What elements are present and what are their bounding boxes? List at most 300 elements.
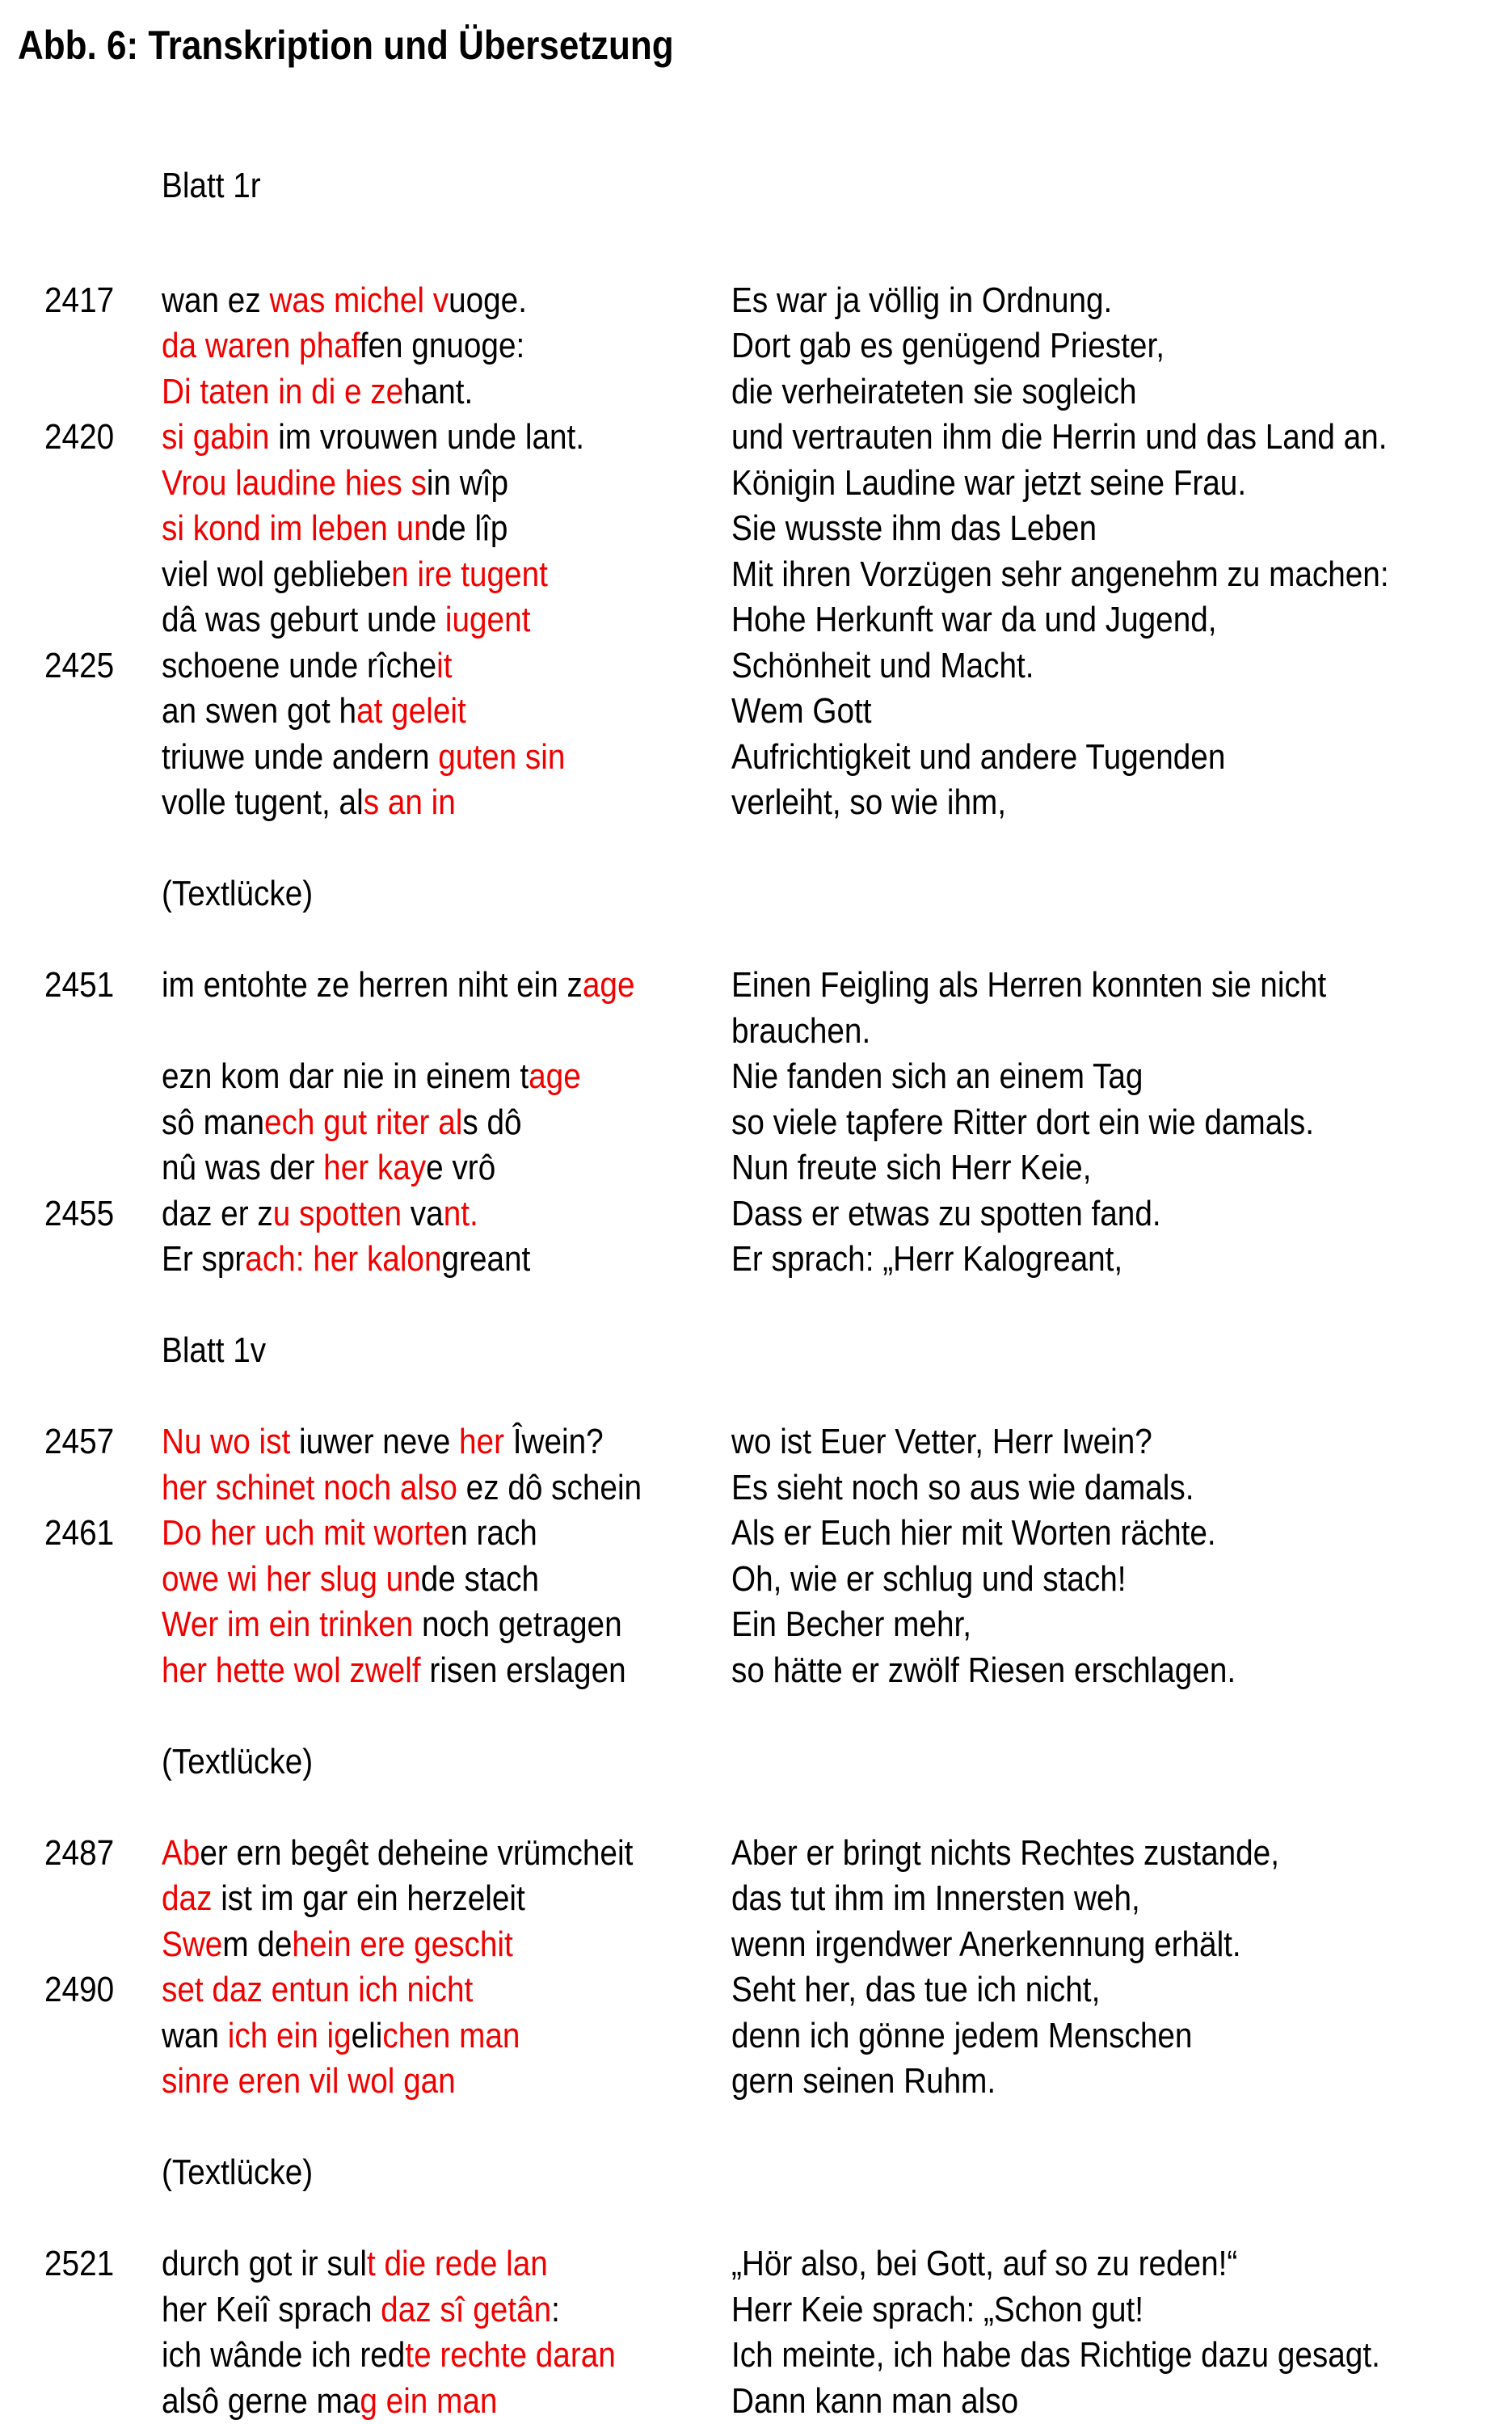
line-number	[0, 1237, 162, 1283]
verse-row	[0, 1876, 1512, 1922]
translation-line	[731, 323, 1512, 369]
transcription-segments	[162, 1054, 581, 1100]
translation-text: und vertrauten ihm die Herrin und das Land an.	[731, 415, 1387, 461]
translation-line	[731, 1967, 1512, 2013]
text-segment-black: noch getragen	[422, 1604, 622, 1644]
text-segment-red: Wer im ein trinken	[162, 1604, 422, 1644]
verse-row	[0, 1967, 1512, 2013]
translation-line	[731, 1648, 1512, 1694]
text-segment-red: owe wi her slug un	[162, 1559, 421, 1599]
verse-row	[0, 323, 1512, 369]
section-heading	[0, 1328, 1512, 1374]
verse-row	[0, 1922, 1512, 1968]
line-number	[0, 1967, 162, 2013]
line-number	[0, 1557, 162, 1603]
verse-row	[0, 278, 1512, 324]
transcription-line	[162, 735, 731, 781]
translation-line	[731, 369, 1512, 415]
verse-row	[0, 2379, 1512, 2424]
transcription-line	[162, 2333, 731, 2379]
verse-row	[0, 1419, 1512, 1465]
text-segment-black: sô man	[162, 1102, 264, 1142]
transcription-line	[162, 1922, 731, 1968]
section-heading-text: (Textlücke)	[162, 2150, 313, 2196]
translation-line	[731, 643, 1512, 689]
line-number	[0, 1922, 162, 1968]
transcription-segments	[162, 2013, 520, 2059]
transcription-line	[162, 2287, 731, 2333]
translation-text: Es sieht noch so aus wie damals.	[731, 1465, 1194, 1511]
transcription-segments	[162, 689, 466, 735]
verse-table	[0, 163, 1512, 2424]
text-segment-red: her	[459, 1422, 513, 1461]
line-number-text: 2521	[44, 2241, 114, 2287]
text-segment-black: de lîp	[432, 508, 508, 548]
page-title-text: Abb. 6: Transkription und Übersetzung	[18, 20, 674, 70]
text-segment-red: da waren phaf	[162, 326, 360, 365]
transcription-segments	[162, 2379, 497, 2424]
transcription-segments	[162, 735, 565, 781]
translation-text: Ein Becher mehr,	[731, 1602, 971, 1648]
text-segment-black: hant.	[403, 372, 473, 411]
translation-line	[731, 278, 1512, 324]
text-segment-red: s an in	[364, 782, 456, 822]
translation-line	[731, 1054, 1512, 1100]
translation-line	[731, 2241, 1512, 2287]
verse-row	[0, 2059, 1512, 2105]
transcription-segments	[162, 1967, 473, 2013]
line-number	[0, 643, 162, 689]
translation-text: so viele tapfere Ritter dort ein wie damals.	[731, 1100, 1314, 1146]
text-segment-red: ach: her kalon	[245, 1239, 441, 1279]
verse-row	[0, 2241, 1512, 2287]
text-segment-black: dâ was geburt unde	[162, 600, 445, 639]
line-number-text: 2461	[44, 1511, 114, 1557]
line-number	[0, 415, 162, 461]
translation-text: Es war ja völlig in Ordnung.	[731, 278, 1112, 324]
translation-text: Hohe Herkunft war da und Jugend,	[731, 597, 1217, 643]
line-number	[0, 963, 162, 1009]
text-segment-black: alsô gerne ma	[162, 2381, 360, 2421]
text-segment-black: her Keiî sprach	[162, 2290, 381, 2329]
text-segment-red: si kond im leben un	[162, 508, 432, 548]
verse-row	[0, 597, 1512, 643]
translation-line	[731, 1876, 1512, 1922]
text-segment-black: fen gnuoge:	[360, 326, 525, 365]
translation-text: Schönheit und Macht.	[731, 643, 1034, 689]
transcription-line	[162, 552, 731, 598]
translation-line	[731, 597, 1512, 643]
verse-row	[0, 1465, 1512, 1511]
text-segment-red: g ein man	[360, 2381, 497, 2421]
translation-line	[731, 461, 1512, 507]
section	[0, 1739, 1512, 2105]
text-segment-black: ez dô schein	[466, 1468, 642, 1507]
section-heading	[0, 1739, 1512, 1785]
text-segment-red: n ire tugent	[391, 554, 548, 594]
line-number	[0, 1191, 162, 1237]
text-segment-black: de stach	[421, 1559, 539, 1599]
text-segment-black: uoge.	[449, 280, 527, 320]
line-number	[0, 2013, 162, 2059]
text-segment-red: ech gut riter al	[264, 1102, 462, 1142]
translation-line	[731, 2287, 1512, 2333]
text-segment-black: eli	[352, 2016, 383, 2055]
text-segment-black: risen erslagen	[429, 1650, 625, 1690]
line-number	[0, 461, 162, 507]
text-segment-black: s dô	[462, 1102, 521, 1142]
line-number	[0, 689, 162, 735]
transcription-line	[162, 1100, 731, 1146]
transcription-line	[162, 1237, 731, 1283]
text-segment-black: er ern begêt deheine vrümcheit	[200, 1833, 633, 1873]
translation-text: Nun freute sich Herr Keie,	[731, 1145, 1091, 1191]
transcription-line	[162, 2241, 731, 2287]
transcription-line	[162, 689, 731, 735]
line-number-text: 2490	[44, 1967, 114, 2013]
transcription-line	[162, 963, 731, 1009]
transcription-line	[162, 369, 731, 415]
line-number	[0, 1100, 162, 1146]
verse-row	[0, 1831, 1512, 1877]
transcription-segments	[162, 552, 548, 598]
line-number	[0, 1465, 162, 1511]
verse-row	[0, 2013, 1512, 2059]
text-segment-black: viel wol gebliebe	[162, 554, 391, 594]
text-segment-red: her kay	[323, 1148, 426, 1187]
translation-text: denn ich gönne jedem Menschen	[731, 2013, 1192, 2059]
line-number	[0, 2379, 162, 2424]
transcription-segments	[162, 323, 524, 369]
transcription-segments	[162, 2241, 548, 2287]
section-heading-text: (Textlücke)	[162, 871, 313, 917]
line-number	[0, 1054, 162, 1100]
line-number	[0, 2241, 162, 2287]
transcription-line	[162, 1054, 731, 1100]
transcription-line	[162, 1602, 731, 1648]
verse-row	[0, 1100, 1512, 1146]
line-number-text: 2425	[44, 643, 114, 689]
line-number	[0, 735, 162, 781]
translation-line	[731, 2059, 1512, 2105]
line-number	[0, 597, 162, 643]
line-number	[0, 1009, 162, 1055]
text-segment-black: ist im gar ein herzeleit	[221, 1878, 525, 1918]
section-heading	[0, 871, 1512, 917]
verse-row	[0, 735, 1512, 781]
text-segment-red: iugent	[445, 600, 531, 639]
translation-text: Mit ihren Vorzügen sehr angenehm zu machen:	[731, 552, 1389, 598]
text-segment-black: ich wânde ich red	[162, 2335, 405, 2375]
translation-text: Sie wusste ihm das Leben	[731, 506, 1097, 552]
text-segment-red: set daz entun ich nicht	[162, 1970, 473, 2009]
line-number	[0, 2059, 162, 2105]
transcription-segments	[162, 643, 452, 689]
text-segment-red: Do her uch mit worte	[162, 1513, 450, 1553]
translation-text: die verheirateten sie sogleich	[731, 369, 1137, 415]
translation-text: Dann kann man also	[731, 2379, 1018, 2424]
transcription-line	[162, 1557, 731, 1603]
line-number	[0, 1876, 162, 1922]
text-segment-black: va	[411, 1194, 444, 1233]
translation-line	[731, 415, 1512, 461]
text-segment-red: si gabin	[162, 417, 278, 457]
text-segment-red: daz sî getân	[381, 2290, 551, 2329]
text-segment-red: it	[436, 646, 452, 685]
line-number	[0, 1145, 162, 1191]
translation-text: brauchen.	[731, 1009, 870, 1055]
text-segment-black: in wîp	[427, 463, 508, 503]
translation-text: gern seinen Ruhm.	[731, 2059, 996, 2105]
transcription-segments	[162, 415, 584, 461]
transcription-segments	[162, 2333, 616, 2379]
line-number	[0, 1648, 162, 1694]
line-number-text: 2451	[44, 963, 114, 1009]
verse-row	[0, 2287, 1512, 2333]
text-segment-red: sinre eren vil wol gan	[162, 2061, 456, 2101]
verse-row	[0, 461, 1512, 507]
transcription-line	[162, 278, 731, 324]
transcription-segments	[162, 1465, 642, 1511]
text-segment-red: nt.	[444, 1194, 478, 1233]
transcription-line	[162, 1876, 731, 1922]
text-segment-red: her hette wol zwelf	[162, 1650, 429, 1690]
translation-text: Aber er bringt nichts Rechtes zustande,	[731, 1831, 1279, 1877]
text-segment-black: wan	[162, 2016, 228, 2055]
transcription-line	[162, 597, 731, 643]
translation-text: Als er Euch hier mit Worten rächte.	[731, 1511, 1216, 1557]
translation-text: so hätte er zwölf Riesen erschlagen.	[731, 1648, 1236, 1694]
translation-line	[731, 689, 1512, 735]
translation-line	[731, 1237, 1512, 1283]
translation-line	[731, 2013, 1512, 2059]
verse-row	[0, 780, 1512, 826]
transcription-segments	[162, 1922, 513, 1968]
transcription-line	[162, 1831, 731, 1877]
translation-line	[731, 1831, 1512, 1877]
text-segment-red: Di taten in di e ze	[162, 372, 403, 411]
transcription-segments	[162, 1876, 525, 1922]
verse-row	[0, 1237, 1512, 1283]
translation-line	[731, 1419, 1512, 1465]
translation-text: Seht her, das tue ich nicht,	[731, 1967, 1100, 2013]
transcription-segments	[162, 780, 456, 826]
section	[0, 871, 1512, 1283]
translation-text: verleiht, so wie ihm,	[731, 780, 1006, 826]
line-number	[0, 323, 162, 369]
text-segment-red: at geleit	[356, 691, 466, 731]
transcription-line	[162, 1648, 731, 1694]
text-segment-red: te rechte daran	[405, 2335, 615, 2375]
verse-row	[0, 1602, 1512, 1648]
text-segment-black: ezn kom dar nie in einem t	[162, 1056, 529, 1096]
verse-row	[0, 2333, 1512, 2379]
text-segment-red: Swe	[162, 1924, 222, 1964]
text-segment-red: Nu wo ist	[162, 1422, 299, 1461]
line-number	[0, 1511, 162, 1557]
text-segment-red: guten sin	[438, 737, 565, 777]
translation-text: Wem Gott	[731, 689, 872, 735]
verse-row	[0, 1145, 1512, 1191]
transcription-line	[162, 2379, 731, 2424]
line-number	[0, 278, 162, 324]
transcription-line	[162, 2059, 731, 2105]
verse-row	[0, 1009, 1512, 1055]
text-segment-red: Vrou laudine hies s	[162, 463, 427, 503]
translation-text: Er sprach: „Herr Kalogreant,	[731, 1237, 1122, 1283]
verse-row	[0, 643, 1512, 689]
text-segment-black: im vrouwen unde lant.	[278, 417, 584, 457]
transcription-line	[162, 323, 731, 369]
transcription-segments	[162, 278, 527, 324]
transcription-line	[162, 1419, 731, 1465]
page-title	[0, 20, 1512, 70]
text-segment-red: u spotten	[273, 1194, 411, 1233]
text-segment-black: im entohte ze herren niht ein z	[162, 965, 583, 1005]
line-number	[0, 1602, 162, 1648]
translation-line	[731, 963, 1512, 1009]
section	[0, 2150, 1512, 2424]
verse-row	[0, 1648, 1512, 1694]
translation-text: Dort gab es genügend Priester,	[731, 323, 1165, 369]
line-number	[0, 369, 162, 415]
transcription-line	[162, 1967, 731, 2013]
translation-line	[731, 1602, 1512, 1648]
verse-row	[0, 1557, 1512, 1603]
line-number-text: 2417	[44, 278, 114, 324]
text-segment-red: age	[583, 965, 635, 1005]
section-heading	[0, 2150, 1512, 2196]
transcription-segments	[162, 597, 530, 643]
text-segment-black: Er spr	[162, 1239, 245, 1279]
text-segment-black: Îwein?	[513, 1422, 604, 1461]
transcription-segments	[162, 963, 634, 1009]
line-number	[0, 1419, 162, 1465]
text-segment-red: ich ein ig	[228, 2016, 352, 2055]
translation-text: Oh, wie er schlug und stach!	[731, 1557, 1127, 1603]
transcription-line	[162, 780, 731, 826]
text-segment-black: wan ez	[162, 280, 269, 320]
translation-line	[731, 506, 1512, 552]
verse-row	[0, 415, 1512, 461]
text-segment-red: Ab	[162, 1833, 200, 1873]
verse-row	[0, 963, 1512, 1009]
line-number	[0, 506, 162, 552]
transcription-segments	[162, 1100, 522, 1146]
text-segment-red: hein ere geschit	[292, 1924, 512, 1964]
text-segment-black: m de	[222, 1924, 292, 1964]
transcription-line	[162, 1511, 731, 1557]
line-number	[0, 1831, 162, 1877]
transcription-line	[162, 643, 731, 689]
transcription-segments	[162, 1191, 478, 1237]
translation-text: Einen Feigling als Herren konnten sie nicht	[731, 963, 1326, 1009]
translation-text: wo ist Euer Vetter, Herr Iwein?	[731, 1419, 1152, 1465]
transcription-segments	[162, 1237, 530, 1283]
text-segment-red: her schinet noch also	[162, 1468, 466, 1507]
transcription-line	[162, 1191, 731, 1237]
translation-text: Königin Laudine war jetzt seine Frau.	[731, 461, 1246, 507]
line-number-text: 2420	[44, 415, 114, 461]
text-segment-black: volle tugent, al	[162, 782, 364, 822]
translation-text: Ich meinte, ich habe das Richtige dazu gesagt.	[731, 2333, 1380, 2379]
transcription-segments	[162, 1419, 604, 1465]
translation-line	[731, 1191, 1512, 1237]
translation-line	[731, 1145, 1512, 1191]
transcription-segments	[162, 1145, 495, 1191]
text-segment-black: durch got ir sul	[162, 2244, 367, 2283]
transcription-segments	[162, 1557, 539, 1603]
text-segment-black: daz er z	[162, 1194, 273, 1233]
verse-row	[0, 1511, 1512, 1557]
text-segment-black: n rach	[450, 1513, 537, 1553]
section	[0, 1328, 1512, 1693]
translation-line	[731, 1511, 1512, 1557]
transcription-line	[162, 461, 731, 507]
transcription-segments	[162, 1511, 537, 1557]
verse-row	[0, 1191, 1512, 1237]
transcription-segments	[162, 2059, 456, 2105]
transcription-segments	[162, 369, 473, 415]
verse-row	[0, 1054, 1512, 1100]
transcription-segments	[162, 1602, 622, 1648]
line-number	[0, 2333, 162, 2379]
translation-text: wenn irgendwer Anerkennung erhält.	[731, 1922, 1241, 1968]
text-segment-black: iuwer neve	[299, 1422, 459, 1461]
transcription-segments	[162, 1648, 626, 1694]
transcription-line	[162, 1465, 731, 1511]
text-segment-black: schoene unde rîche	[162, 646, 436, 685]
translation-text: Dass er etwas zu spotten fand.	[731, 1191, 1161, 1237]
translation-line	[731, 735, 1512, 781]
text-segment-black: triuwe unde andern	[162, 737, 438, 777]
translation-line	[731, 1100, 1512, 1146]
translation-line	[731, 1922, 1512, 1968]
text-segment-black: :	[551, 2290, 560, 2329]
translation-text: das tut ihm im Innersten weh,	[731, 1876, 1140, 1922]
translation-line	[731, 552, 1512, 598]
translation-text: Nie fanden sich an einem Tag	[731, 1054, 1143, 1100]
line-number	[0, 552, 162, 598]
text-segment-black: greant	[442, 1239, 531, 1279]
line-number	[0, 780, 162, 826]
transcription-line	[162, 1145, 731, 1191]
text-segment-red: daz	[162, 1878, 221, 1918]
transcription-line	[162, 506, 731, 552]
translation-line	[731, 1557, 1512, 1603]
translation-line	[731, 2379, 1512, 2424]
text-segment-red: chen man	[382, 2016, 520, 2055]
text-segment-black: e vrô	[426, 1148, 495, 1187]
section-heading	[0, 163, 1512, 209]
transcription-segments	[162, 506, 508, 552]
verse-row	[0, 689, 1512, 735]
verse-row	[0, 506, 1512, 552]
verse-row	[0, 552, 1512, 598]
text-segment-red: age	[529, 1056, 581, 1096]
transcription-line	[162, 2013, 731, 2059]
transcription-segments	[162, 2287, 560, 2333]
transcription-line	[162, 415, 731, 461]
verse-row	[0, 369, 1512, 415]
translation-text: Aufrichtigkeit und andere Tugenden	[731, 735, 1225, 781]
text-segment-black: nû was der	[162, 1148, 323, 1187]
transcription-segments	[162, 1831, 633, 1877]
translation-line	[731, 1009, 1512, 1055]
section-heading-text: Blatt 1r	[162, 163, 261, 209]
text-segment-red: t die rede lan	[367, 2244, 548, 2283]
line-number-text: 2487	[44, 1831, 114, 1877]
